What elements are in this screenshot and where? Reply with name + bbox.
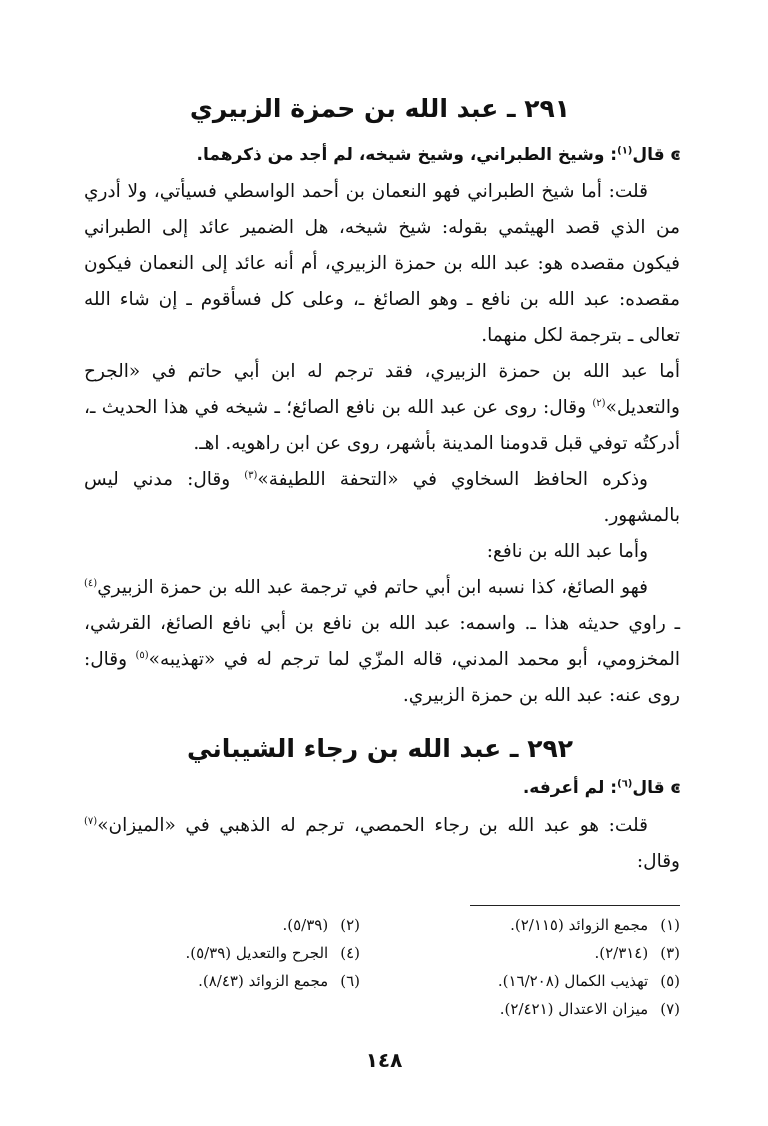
quote-text: : وشيخ الطبراني، وشيخ شيخه، لم أجد من ذكرهما. [196,145,618,165]
footnote-ref-1[interactable]: (١) [617,145,633,157]
entry-291-quote [197,145,680,165]
footnote-ref-4[interactable]: (٤) [84,577,98,589]
footnote-6: (٦)مجمع الزوائد (٨/٤٣). [198,972,360,990]
paragraph-5: فهو الصائغ، كذا نسبه ابن أبي حاتم في ترجمة عبد الله بن حمزة الزبيري$^{(٤)}$ ـ راوي حديثه هذا ـ. واسمه: عبد الله بن نافع بن أبي نافع الصائغ، القرشي، المخزومي، أبو محمد المدني، قاله المزّي لما ترجم له في «تهذيبه»$^{(٥)}$ وقال: روى عنه: عبد الله بن حمزة الزبيري. [84,577,680,706]
quote-text: : لم أعرفه. [522,778,618,798]
page-number: ١٤٨ [365,1048,403,1072]
footnote-ref-6[interactable]: (٦) [617,778,633,790]
footnote-5: (٥)تهذيب الكمال (١٦/٢٠٨). [497,972,680,990]
quote-label: قال [632,778,665,798]
footnote-ref-7[interactable]: (٧) [84,815,98,827]
footnote-ref-2[interactable]: (٢) [592,397,606,409]
footnote-divider [470,905,680,906]
paragraph-3: وذكره الحافظ السخاوي في «التحفة اللطيفة»$^{(٣)}$ وقال: مدني ليس بالمشهور. [84,469,680,526]
entry-292-title: ٢٩٢ ـ عبد الله بن رجاء الشيباني [187,734,573,763]
footnote-4: (٤)الجرح والتعديل (٥/٣٩). [185,944,360,962]
footnote-1: (١)مجمع الزوائد (٢/١١٥). [510,916,680,934]
entry-291-title: ٢٩١ ـ عبد الله بن حمزة الزبيري [189,94,571,123]
entry-292-quote [523,778,680,798]
quote-bullet-icon: ͼ [670,778,680,798]
footnote-ref-3[interactable]: (٣) [244,469,258,481]
footnote-ref-5[interactable]: (٥) [135,649,149,661]
paragraph-1: قلت: أما شيخ الطبراني فهو النعمان بن أحمد الواسطي فسيأتي، ولا أدري من الذي قصد الهيثمي بقوله: شيخ شيخه، هل الضمير عائد إلى الطبراني فيكون مقصده هو: عبد الله بن حمزة الزبيري، أم أنه عائد إلى النعمان فيكون مقصده: عبد الله بن نافع ـ وهو الصائغ ـ، وعلى كل فسأقوم ـ إن شاء الله تعالى ـ بترجمة لكل منهما. [84,181,680,346]
footnote-2: (٢)(٥/٣٩). [282,916,360,934]
paragraph-6: قلت: هو عبد الله بن رجاء الحمصي، ترجم له الذهبي في «الميزان»$^{(٧)}$ وقال: [84,815,680,872]
paragraph-2: أما عبد الله بن حمزة الزبيري، فقد ترجم له ابن أبي حاتم في «الجرح والتعديل»$^{(٢)}$ وقال: روى عن عبد الله بن نافع الصائغ؛ ـ شيخه في هذا الحديث ـ، أدركتُه توفي قبل قدومنا المدينة بأشهر، روى عن ابن راهويه. اهـ. [84,361,680,454]
quote-bullet-icon: ͼ [670,145,680,165]
paragraph-4: وأما عبد الله بن نافع: [486,541,648,562]
footnote-7: (٧)ميزان الاعتدال (٢/٤٢١). [499,1000,680,1018]
footnote-3: (٣)(٢/٣١٤). [594,944,680,962]
quote-label: قال [632,145,665,165]
